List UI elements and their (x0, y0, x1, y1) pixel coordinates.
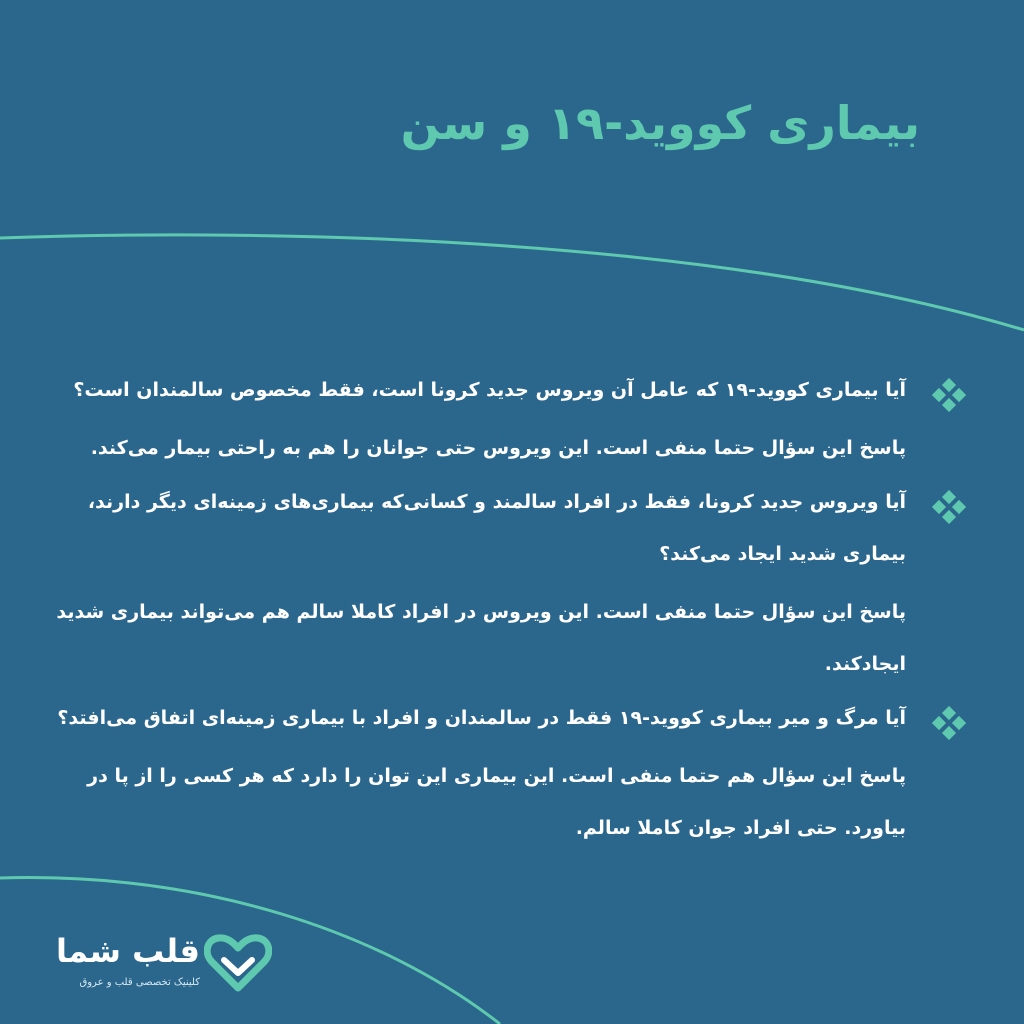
logo-name: قلب شما (56, 932, 200, 970)
question-text: آیا بیماری کووید-۱۹ که عامل آن ویروس جدید کرونا است، فقط مخصوص سالمندان است؟ (73, 379, 906, 401)
heart-logo-icon (204, 932, 272, 994)
question-text: آیا ویروس جدید کرونا، فقط در افراد سالمند و کسانی‌که بیماری‌های زمینه‌ای دیگر دارند، بیماری شدید ایجاد می‌کند؟ (87, 491, 906, 565)
answer-text: پاسخ این سؤال حتما منفی است. این ویروس در افراد کاملا سالم هم می‌تواند بیماری شدید ایجادکند. (56, 601, 906, 675)
diamond-cluster-icon (932, 706, 966, 740)
qa-list (28, 364, 970, 856)
qa-item (28, 476, 970, 690)
answer-text: پاسخ این سؤال حتما منفی است. این ویروس حتی جوانان را هم به راحتی بیمار می‌کند. (90, 437, 906, 459)
clinic-logo (42, 930, 272, 1000)
question-text: آیا مرگ و میر بیماری کووید-۱۹ فقط در سالمندان و افراد با بیماری زمینه‌ای اتفاق می‌افتد؟ (57, 707, 906, 729)
qa-item (28, 364, 970, 474)
logo-tagline: کلینیک تخصصی قلب و عروق (79, 977, 200, 988)
page-title: بیماری کووید-۱۹ و سن (400, 96, 920, 150)
diamond-cluster-icon (932, 378, 966, 412)
qa-item (28, 692, 970, 854)
answer-text: پاسخ این سؤال هم حتما منفی است. این بیماری این توان را دارد که هر کسی را از پا در بیاورد. حتی افراد جوان کاملا سالم. (87, 765, 906, 839)
top-curve (0, 235, 1024, 330)
diamond-cluster-icon (932, 490, 966, 524)
